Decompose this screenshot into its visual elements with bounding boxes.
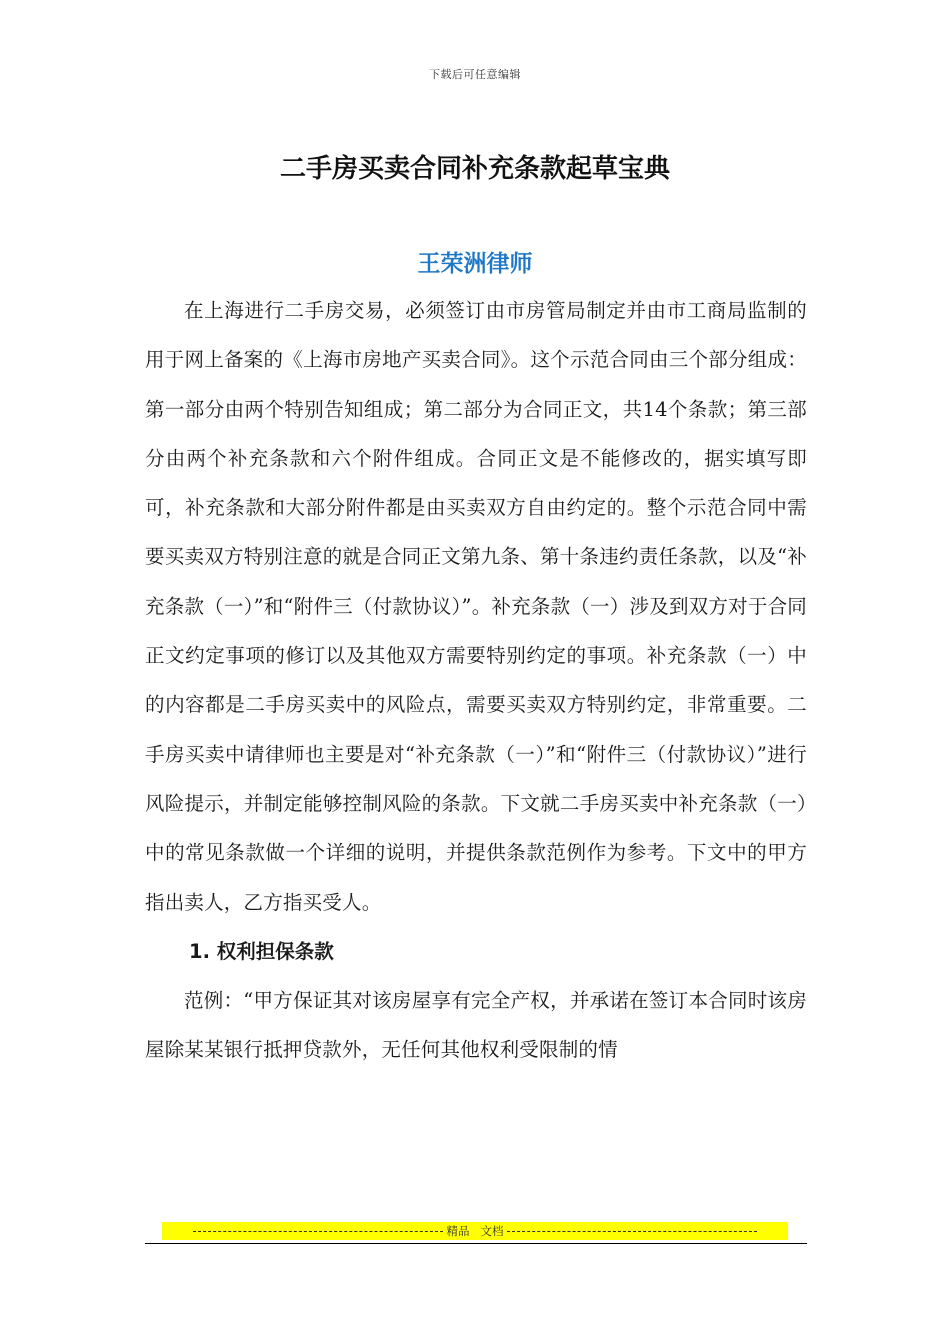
footer-banner [162, 1222, 788, 1240]
footer-divider [145, 1243, 807, 1244]
document-title: 二手房买卖合同补充条款起草宝典 [279, 154, 670, 184]
footer-dash-left [193, 1231, 443, 1232]
document-body [145, 286, 807, 1075]
footer-dash-right [507, 1231, 757, 1232]
section-heading-warranty: 1. 权利担保条款 [189, 939, 334, 963]
footer-label-right: 文档 [480, 1224, 504, 1238]
example-paragraph: 范例：“甲方保证其对该房屋享有完全产权，并承诺在签订本合同时该房屋除某某银行抵押贷款外，无任何其他权利受限制的情 [145, 989, 807, 1062]
footer-label-left: 精品 [446, 1224, 470, 1238]
page-header-note: 下载后可任意编辑 [429, 68, 521, 81]
document-author: 王荣洲律师 [417, 251, 533, 277]
intro-paragraph: 在上海进行二手房交易，必须签订由市房管局制定并由市工商局监制的用于网上备案的《上海市房地产买卖合同》。这个示范合同由三个部分组成：第一部分由两个特别告知组成；第二部分为合同正文，共14个条款；第三部分由两个补充条款和六个附件组成。合同正文是不能修改的，据实填写即可，补充条款和大部分附件都是由买卖双方自由约定的。整个示范合同中需要买卖双方特别注意的就是合同正文第九条、第十条违约责任条款，以及“补充条款（一）”和“附件三（付款协议）”。补充条款（一）涉及到双方对于合同正文约定事项的修订以及其他双方需要特别约定的事项。补充条款（一）中的内容都是二手房买卖中的风险点，需要买卖双方特别约定，非常重要。二手房买卖中请律师也主要是对“补充条款（一）”和“附件三（付款协议）”进行风险提示，并制定能够控制风险的条款。下文就二手房买卖中补充条款（一）中的常见条款做一个详细的说明，并提供条款范例作为参考。下文中的甲方指出卖人，乙方指买受人。 [145, 299, 807, 914]
